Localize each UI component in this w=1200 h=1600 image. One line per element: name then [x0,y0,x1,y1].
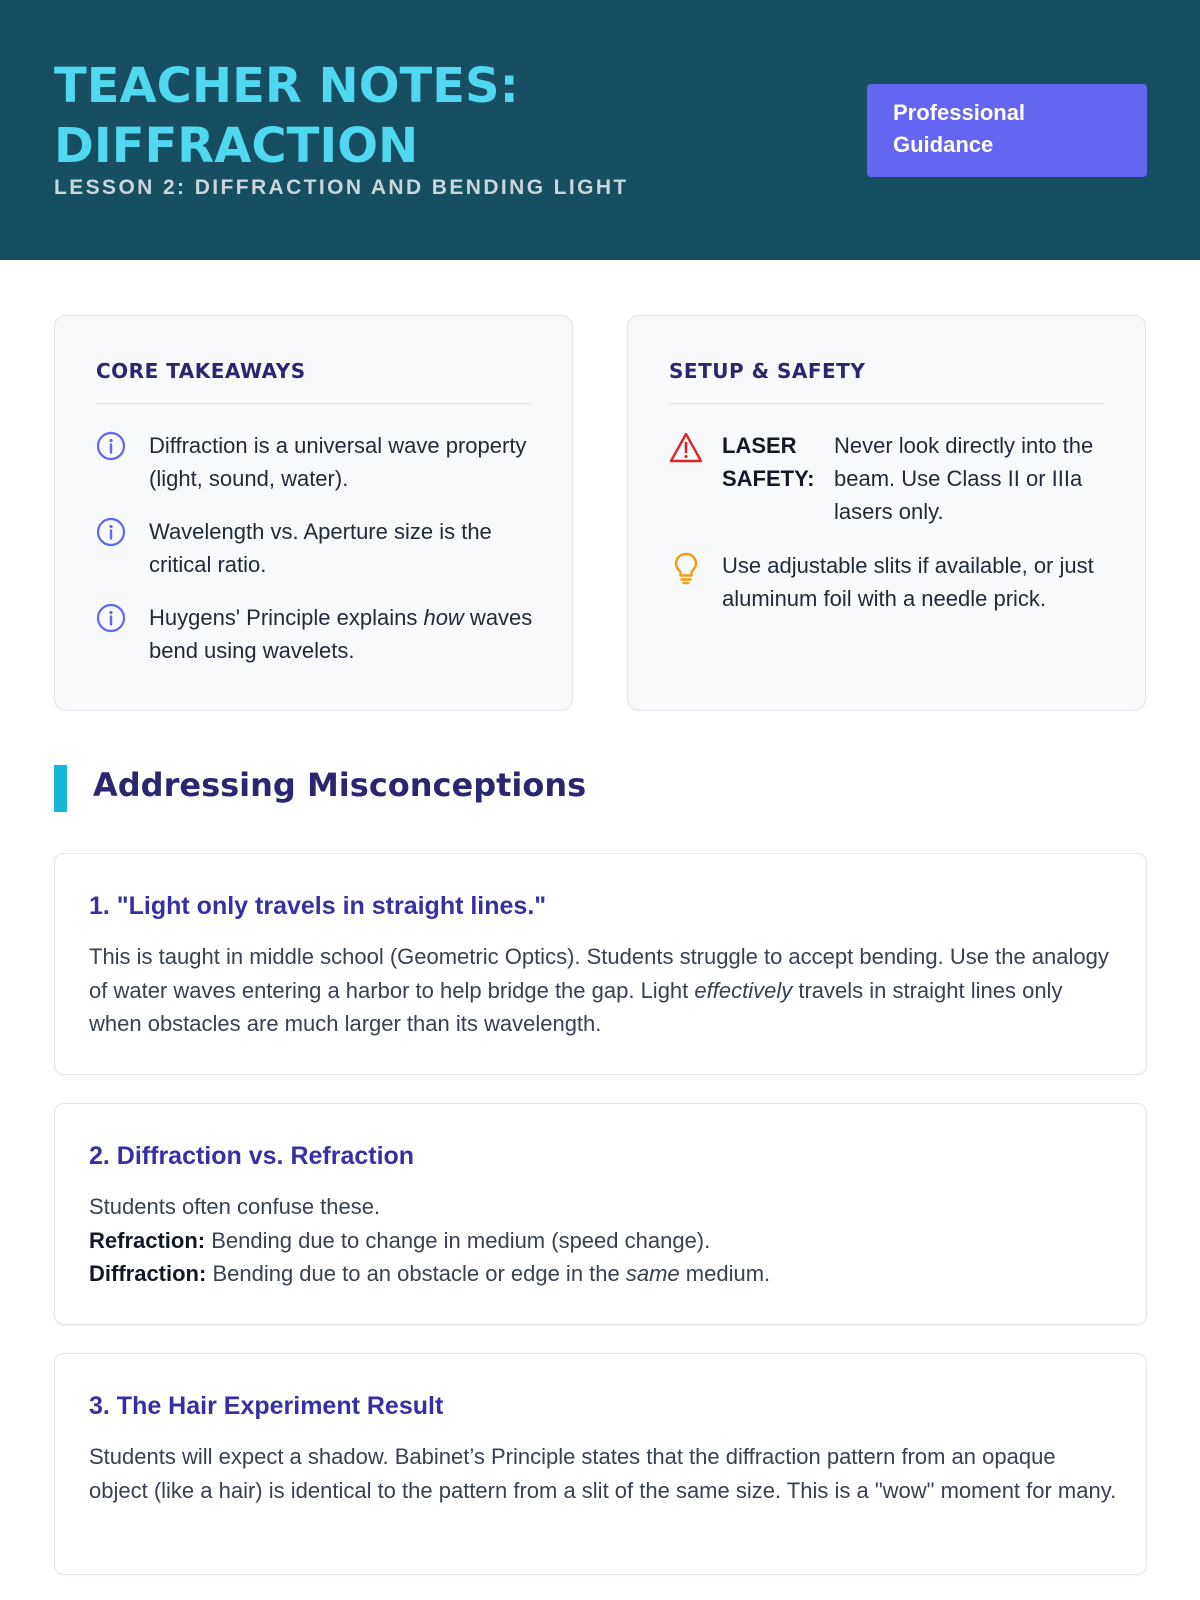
misconception-title: 1. "Light only travels in straight lines." [89,892,547,920]
laser-safety-item [669,429,1109,529]
lightbulb-icon [669,551,703,585]
info-circle-icon [96,517,126,547]
section-accent-bar [54,765,67,812]
misconception-card [54,853,1147,1075]
setup-safety-card [627,315,1146,711]
page-title: TEACHER NOTES: DIFFRACTION [54,58,519,174]
takeaway-text: Wavelength vs. Aperture size is the critical ratio. [149,519,492,577]
warning-triangle-icon [669,431,703,465]
takeaway-item [96,601,536,667]
misconception-card [54,1103,1147,1325]
setup-safety-heading: SETUP & SAFETY [669,359,866,383]
page-header [0,0,1200,260]
diffraction-definition: Diffraction: Bending due to an obstacle or edge in the same medium. [89,1261,771,1286]
misconception-title: 2. Diffraction vs. Refraction [89,1142,415,1170]
setup-tip-item [669,549,1109,615]
info-circle-icon [96,431,126,461]
takeaway-text: Diffraction is a universal wave property (light, sound, water). [149,433,527,491]
misconceptions-heading: Addressing Misconceptions [93,766,587,804]
divider [669,403,1104,404]
info-circle-icon [96,603,126,633]
lesson-subtitle: LESSON 2: DIFFRACTION AND BENDING LIGHT [54,176,629,199]
takeaway-item [96,515,536,581]
setup-tip-text: Use adjustable slits if available, or just aluminum foil with a needle prick. [722,553,1094,611]
takeaway-item [96,429,536,495]
refraction-definition: Refraction: Bending due to change in medium (speed change). [89,1227,711,1253]
divider [96,403,531,404]
misconception-body: This is taught in middle school (Geometric Optics). Students struggle to accept bending. Use the analogy of water waves entering a harbor to help bridge the gap. Light effectively travels in straight lines only when obstacles are much larger than its wavelength. [89,944,1109,1036]
takeaway-text: Huygens' Principle explains how waves bend using wavelets. [149,605,533,663]
misconception-title: 3. The Hair Experiment Result [89,1392,444,1420]
laser-safety-label: LASER SAFETY: [722,433,815,491]
core-takeaways-card [54,315,573,711]
misconception-intro: Students often confuse these. [89,1194,381,1219]
misconception-body [89,1190,1119,1291]
misconception-card [54,1353,1147,1575]
misconception-body: Students will expect a shadow. Babinet’s Principle states that the diffraction pattern from an opaque object (like a hair) is identical to the pattern from a slit of the same size. This is a "wow" moment for many. [89,1444,1117,1503]
laser-safety-text: Never look directly into the beam. Use Class II or IIIa lasers only. [834,433,1094,524]
core-takeaways-heading: CORE TAKEAWAYS [96,359,306,383]
guidance-badge: Professional Guidance [867,84,1147,177]
